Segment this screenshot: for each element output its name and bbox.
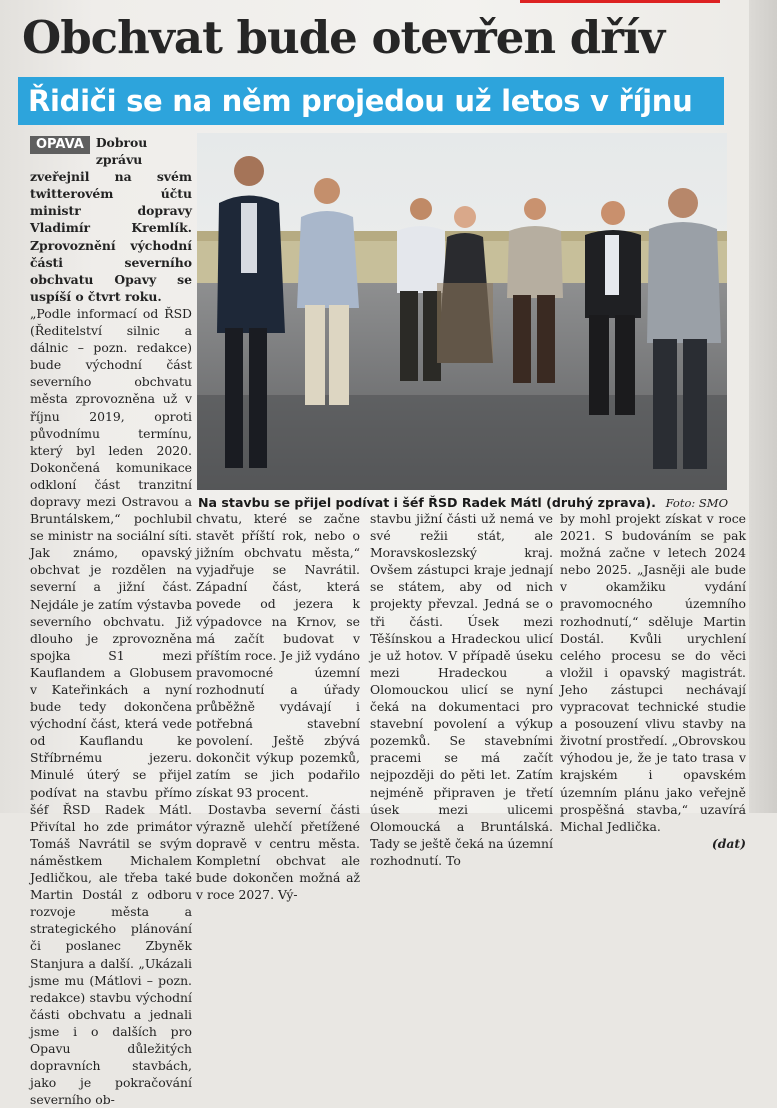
subheadline-banner: Řidiči se na něm projedou už letos v říjnu xyxy=(18,77,724,125)
body-paragraph: „Podle informací od ŘSD (Ředitelství silnic a dálnic – pozn. redakce) bude východní část severního obchvatu města zprovozněna už v říjnu 2019, oproti původnímu termínu, který byl leden 2020. Dokončená komunikace odkloní část tranzitní dopravy mezi Ostravou a Bruntálskem,“ pochlubil se ministr na sociální síti. Jak známo, opavský obchvat je rozdělen na severní a jižní část. Nejdále je zatím výstavba severního obchvatu. Již dlouho je zprovozněna spojka S1 mezi Kauflandem a Globusem v Kateřinkách a nyní bude tedy dokončena východní část, která vede od Kauflandu ke Stříbrnému jezeru. Minulé úterý se přijel podívat na stavbu přímo šéf ŘSD Radek Mátl. Přivítal ho zde primátor Tomáš Navrátil se svým náměstkem Michalem Jedličkou, ale třeba také Martin Dostál z odboru rozvoje města a strategického plánování či poslanec Zbyněk Stanjura a další. „Ukázali jsme mu (Mátlovi – pozn. redakce) stavbu východní části obchvatu a jednali jsme i o dalších pro Opavu důležitých dopravních stavbách, jako je pokračování severního ob- xyxy=(30,305,192,1108)
body-paragraph: chvatu, které se začne stavět příští rok, nebo o jižním obchvatu města,“ vyjadřuje se Navrátil. Západní část, která povede od jezera k výpadovce na Krnov, se má začít budovat v příštím roce. Je již vydáno pravomocné územní rozhodnutí a úřady průběžně vydávají i potřebná stavební povolení. Ještě zbývá dokončit výkup pozemků, zatím se jich podařilo získat 93 procent. xyxy=(196,511,360,800)
page-edge xyxy=(749,0,777,813)
photo-illustration xyxy=(197,133,727,490)
article-column-4 xyxy=(560,510,746,852)
location-tag: OPAVA xyxy=(30,136,90,154)
body-paragraph: stavbu jižní části už nemá ve své režii stát, ale Moravskoslezský kraj. Ovšem zástupci kraje jednají se státem, aby od nich projekty převzal. Jedná se o tři části. Úsek mezi Těšínskou a Hradeckou ulicí je už hotov. V případě úseku mezi Hradeckou a Olomouckou ulicí se nyní čeká na dokumentaci pro stavební povolení a výkup pozemků. Se stavebními pracemi se má začít nejpozději do pěti let. Zatím nejméně připraven je třetí úsek mezi ulicemi Olomoucká a Bruntálská. Tady se ještě čeká na územní rozhodnutí. To xyxy=(370,511,553,868)
article-column-2 xyxy=(196,510,360,903)
top-rule xyxy=(520,0,720,3)
headline: Obchvat bude otevřen dřív xyxy=(22,11,665,64)
body-paragraph: Dostavba severní části výrazně ulehčí přetížené dopravě v centru města. Kompletní obchvat ale bude dokončen možná až v roce 2027. Vý- xyxy=(196,801,360,903)
author-signature: (dat) xyxy=(711,835,746,851)
body-paragraph: by mohl projekt získat v roce 2021. S budováním se pak možná začne v letech 2024 nebo 2025. „Jasněji ale bude v okamžiku vydání pravomocného územního rozhodnutí,“ sděluje Martin Dostál. Kvůli urychlení celého procesu se do věci vložil i opavský magistrát. Jeho zástupci nechávají vypracovat technické studie a posouzení vlivu stavby na životní prostředí. „Obrovskou výhodou je, že je tato trasa v krajském i opavském územním plánu jako veřejně prospěšná stavba,“ uzavírá Michal Jedlička. xyxy=(560,511,746,834)
photo-credit: Foto: SMO xyxy=(665,496,728,510)
caption-text: Na stavbu se přijel podívat i šéf ŘSD Radek Mátl (druhý zprava). xyxy=(198,495,656,510)
article-column-1 xyxy=(30,134,192,1108)
article-photo xyxy=(197,133,727,490)
article-column-3 xyxy=(370,510,553,869)
lead-paragraph: Dobrou zprávu zveřejnil na svém twitterovém účtu ministr dopravy Vladimír Kremlík. Zprovoznění východní části severního obchvatu Opavy se uspíší o čtvrt roku. xyxy=(30,135,192,304)
